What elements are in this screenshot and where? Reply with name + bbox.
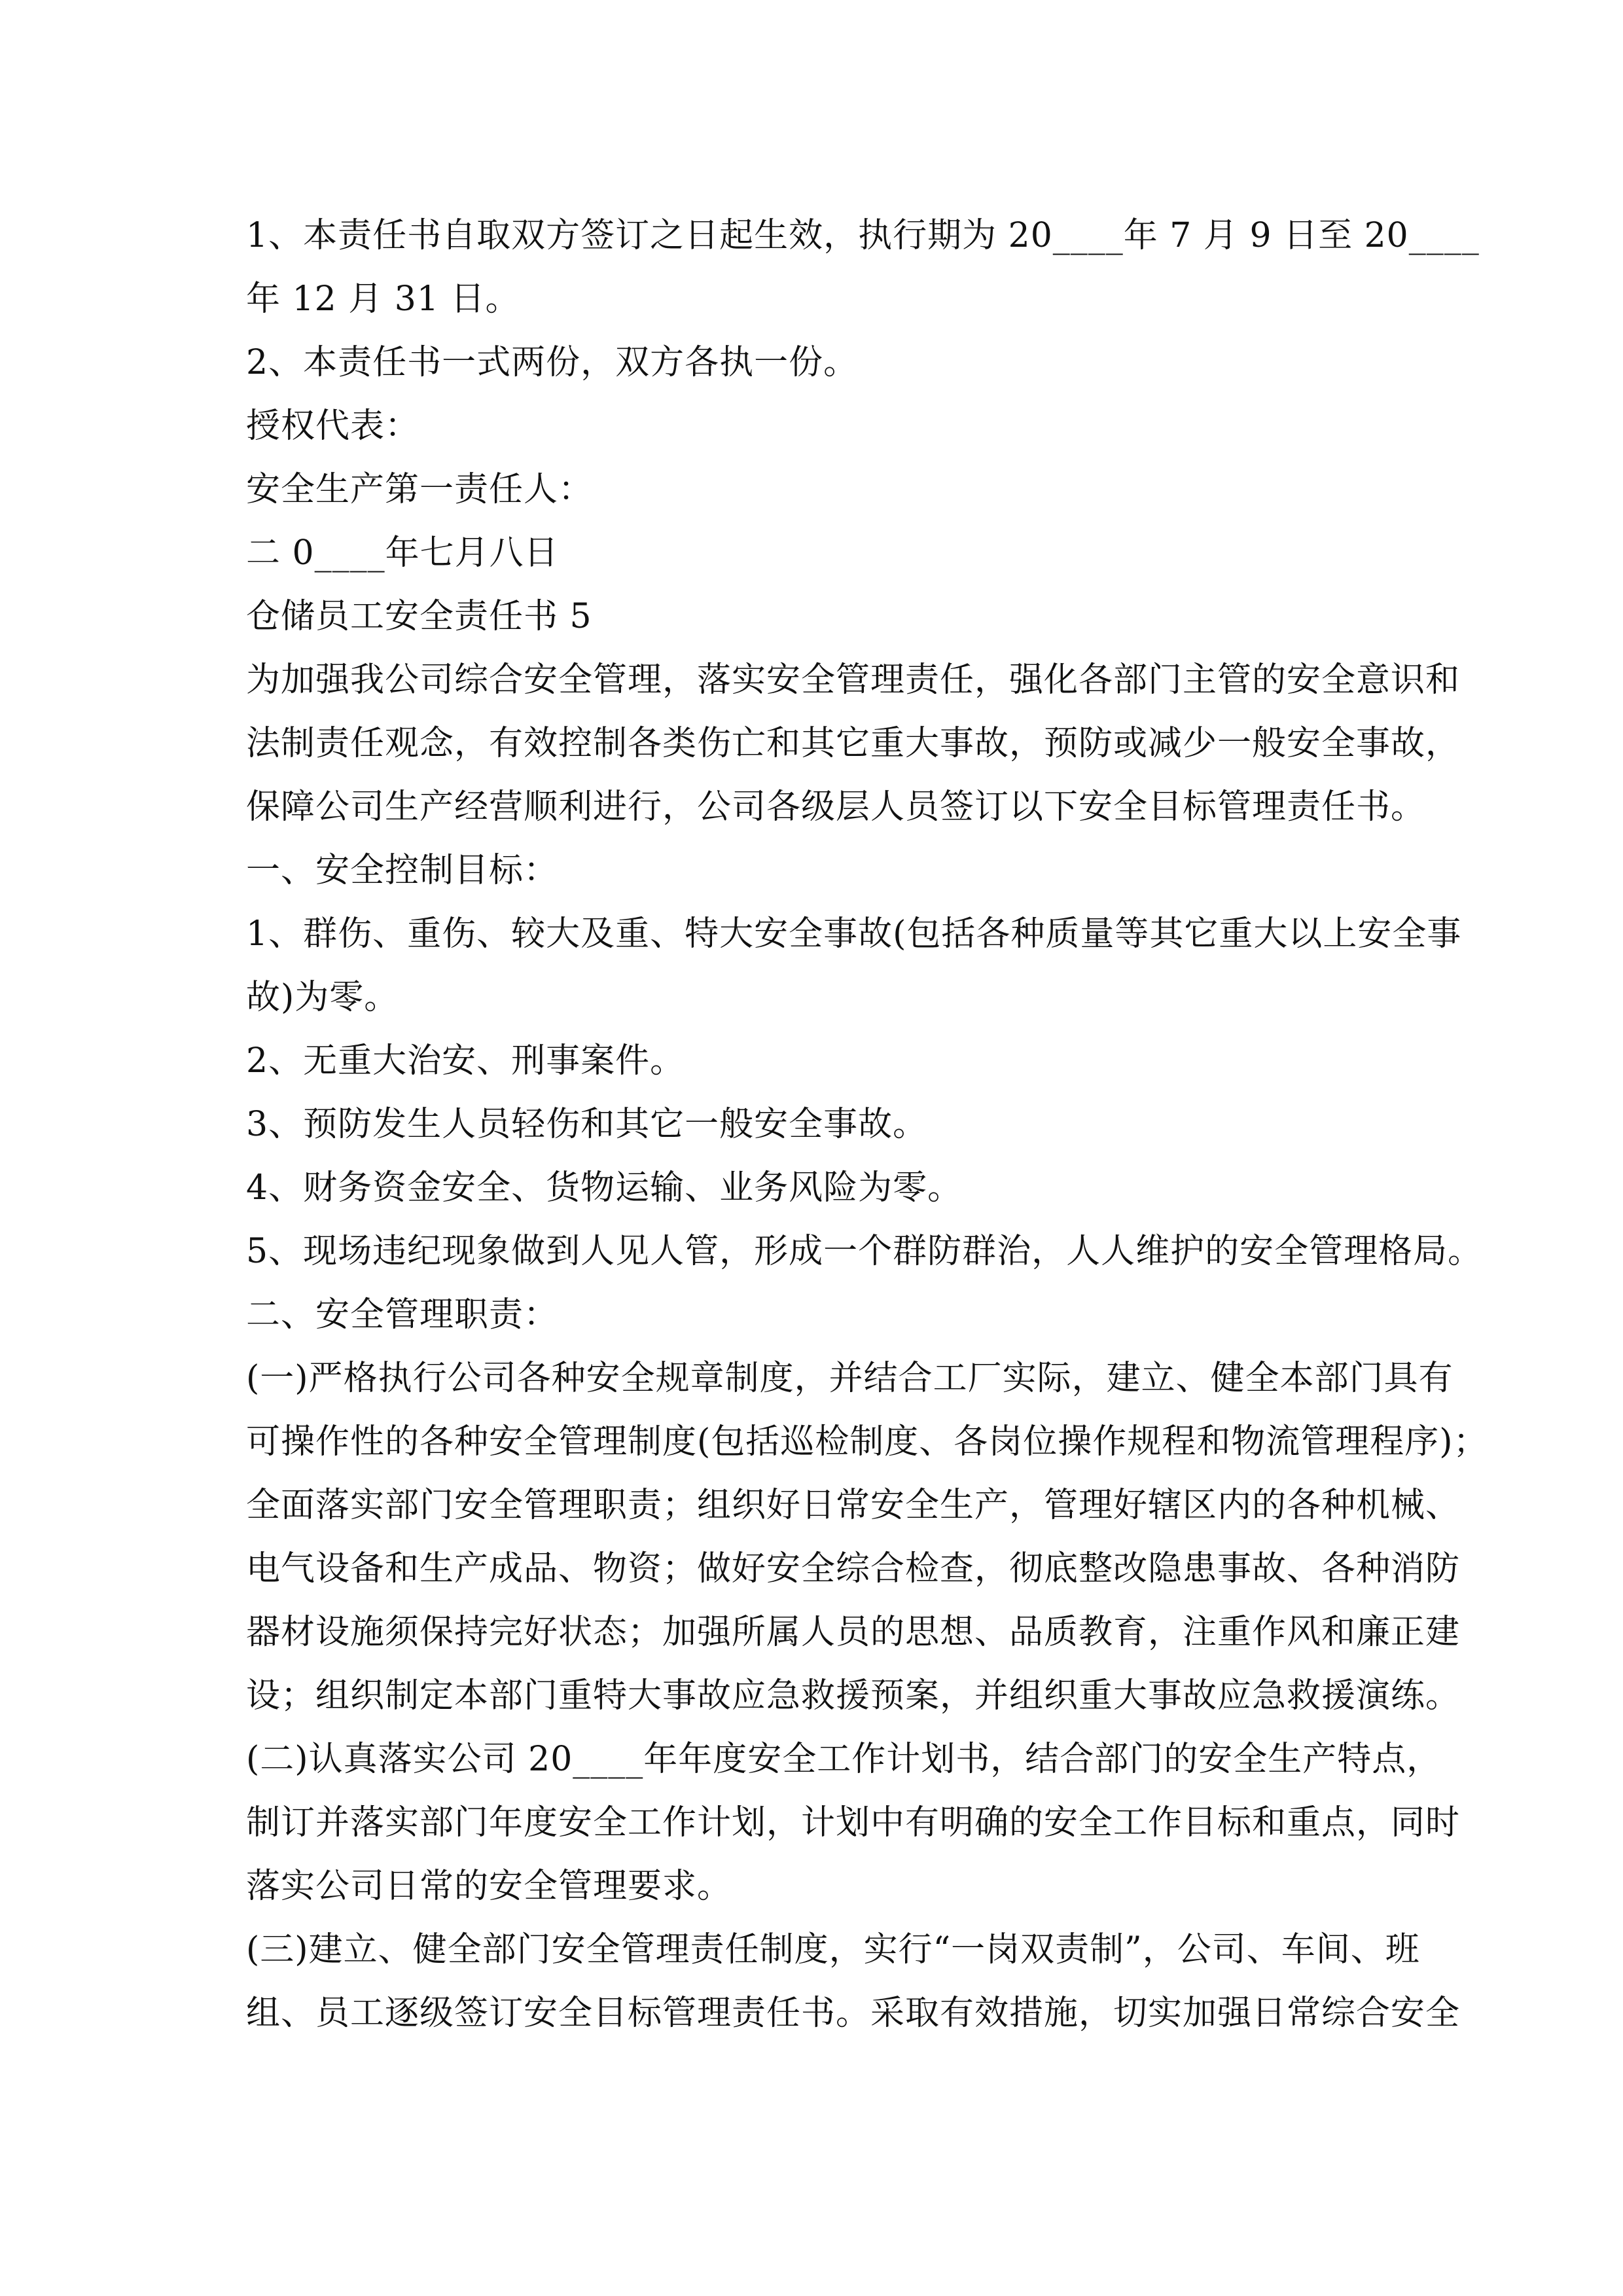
section-heading: 一、安全控制目标： bbox=[246, 851, 559, 890]
text-line: (一)严格执行公司各种安全规章制度，并结合工厂实际，建立、健全本部门具有 bbox=[246, 1359, 1454, 1398]
text-line: 法制责任观念，有效控制各类伤亡和其它重大事故，预防或减少一般安全事故， bbox=[246, 724, 1461, 763]
text-line: 2、无重大治安、刑事案件。 bbox=[246, 1041, 685, 1081]
text-line: 器材设施须保持完好状态；加强所属人员的思想、品质教育，注重作风和廉正建 bbox=[246, 1613, 1461, 1652]
text-line: 5、现场违纪现象做到人见人管，形成一个群防群治，人人维护的安全管理格局。 bbox=[246, 1232, 1483, 1271]
text-line: 3、预防发生人员轻伤和其它一般安全事故。 bbox=[246, 1105, 928, 1144]
text-line: 2、本责任书一式两份，双方各执一份。 bbox=[246, 343, 859, 382]
document-body bbox=[246, 204, 1488, 2045]
text-line: 组、员工逐级签订安全目标管理责任书。采取有效措施，切实加强日常综合安全 bbox=[246, 1994, 1461, 2033]
text-line: 落实公司日常的安全管理要求。 bbox=[246, 1867, 732, 1906]
text-line: (三)建立、健全部门安全管理责任制度，实行“一岗双责制”，公司、车间、班 bbox=[246, 1930, 1420, 1969]
text-line: 故)为零。 bbox=[246, 978, 399, 1017]
text-line: 电气设备和生产成品、物资；做好安全综合检查，彻底整改隐患事故、各种消防 bbox=[246, 1549, 1461, 1588]
text-line: 设；组织制定本部门重特大事故应急救援预案，并组织重大事故应急救援演练。 bbox=[246, 1676, 1461, 1715]
text-line: 为加强我公司综合安全管理，落实安全管理责任，强化各部门主管的安全意识和 bbox=[246, 660, 1461, 700]
text-line: 年 12 月 31 日。 bbox=[246, 279, 520, 319]
text-line: 4、财务资金安全、货物运输、业务风险为零。 bbox=[246, 1168, 963, 1208]
text-line: 1、本责任书自取双方签订之日起生效，执行期为 20____年 7 月 9 日至 20____ bbox=[246, 216, 1480, 255]
text-line: 1、群伤、重伤、较大及重、特大安全事故(包括各种质量等其它重大以上安全事 bbox=[246, 914, 1462, 954]
text-line: 授权代表： bbox=[246, 406, 420, 446]
text-line: 保障公司生产经营顺利进行，公司各级层人员签订以下安全目标管理责任书。 bbox=[246, 787, 1426, 827]
text-line: 制订并落实部门年度安全工作计划，计划中有明确的安全工作目标和重点，同时 bbox=[246, 1803, 1461, 1842]
text-line: 全面落实部门安全管理职责；组织好日常安全生产，管理好辖区内的各种机械、 bbox=[246, 1486, 1461, 1525]
section-heading: 二、安全管理职责： bbox=[246, 1295, 559, 1335]
text-line: (二)认真落实公司 20____年年度安全工作计划书，结合部门的安全生产特点， bbox=[246, 1740, 1442, 1779]
section-title: 仓储员工安全责任书 5 bbox=[246, 597, 592, 636]
text-line: 可操作性的各种安全管理制度(包括巡检制度、各岗位操作规程和物流管理程序)； bbox=[246, 1422, 1488, 1462]
text-line: 安全生产第一责任人： bbox=[246, 470, 594, 509]
text-line: 二 0____年七月八日 bbox=[246, 533, 559, 573]
